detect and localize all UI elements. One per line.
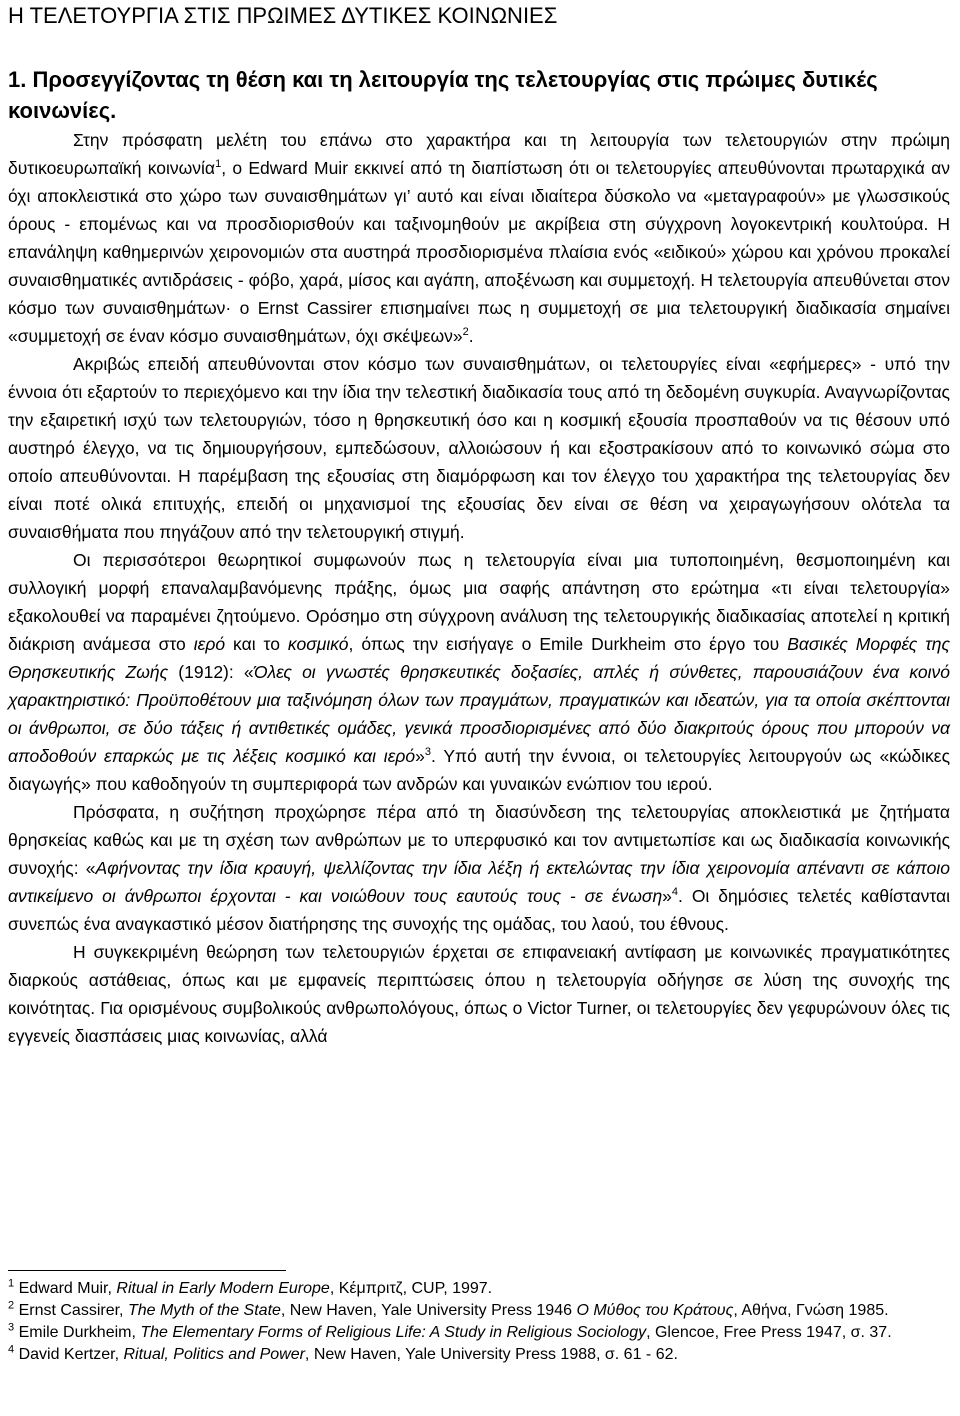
- italic-text: The Myth of the State: [127, 1302, 281, 1319]
- text-run: , Glencoe, Free Press 1947, σ. 37.: [646, 1324, 892, 1341]
- italic-text: The Elementary Forms of Religious Life: A Study in Religious Sociology: [140, 1324, 647, 1341]
- footnote-ref: 3: [8, 1321, 15, 1334]
- footnote-separator: [8, 1270, 286, 1271]
- text-run: Στην πρόσφατη μελέτη του επάνω στο χαρακτήρα και τη λειτουργία των τελετουργιών στην πρώιμη δυτικοευρωπαϊκή κοινωνία: [8, 130, 950, 178]
- footnote-ref: 1: [215, 158, 222, 171]
- paragraph: [8, 798, 950, 938]
- paragraph: [8, 350, 950, 546]
- text-run: , Αθήνα, Γνώση 1985.: [733, 1302, 889, 1319]
- italic-text: Ritual, Politics and Power: [123, 1346, 305, 1363]
- text-run: . Οι δημόσιες τελετές καθίστανται συνεπώς ένα αναγκαστικό μέσον διατήρησης της συνοχής της ομάδας, του λαού, του έθνους.: [8, 886, 950, 934]
- footnote-ref: 4: [671, 886, 679, 899]
- footnote-ref: 3: [424, 746, 432, 759]
- footnote-ref: 2: [462, 326, 469, 339]
- footnote-ref: 1: [8, 1277, 15, 1290]
- text-run: και το: [225, 634, 288, 654]
- text-run: Πρόσφατα, η συζήτηση προχώρησε πέρα από τη διασύνδεση της τελετουργίας αποκλειστικά με ζητήματα θρησκείας καθώς και με τη σχέση των ανθρώπων με το υπερφυσικό και τον αντιμετωπίσε και ως διαδικασία κοινωνικής συνοχής: «: [8, 802, 950, 878]
- text-run: , ο Edward Muir εκκινεί από τη διαπίστωση ότι οι τελετουργίες απευθύνονται πρωταρχικά αν όχι αποκλειστικά στο χώρο των συναισθημάτων γι’ αυτό και είναι ιδιαίτερα δύσκολο να «μεταγραφούν» με γλωσσικούς όρους - επομένως και να προσδιορισθούν και ταξινομηθούν με ακρίβεια στη σύγχρονη λογοκεντρική κουλτούρα. Η επανάληψη καθημερινών χειρονομιών στα αυστηρά προσδιορισμένα πλαίσια ενός «ειδικού» χώρου και χρόνου προκαλεί συναισθηματικές αντιδράσεις - φόβο, χαρά, μίσος και αγάπη, αποξένωση και συμμετοχή. Η τελετουργία απευθύνεται στον κόσμο των συναισθημάτων· ο Ernst Cassirer επισημαίνει πως η συμμετοχή σε μια τελετουργική διαδικασία σημαίνει «συμμετοχή σε έναν κόσμο συναισθημάτων, όχι σκέψεων»: [8, 158, 951, 346]
- text-run: , όπως την εισήγαγε ο Emile Durkheim στο έργο του: [348, 634, 788, 654]
- footnote-ref: 4: [8, 1343, 15, 1356]
- text-run: .: [468, 326, 474, 346]
- italic-text: κοσμικό: [287, 634, 349, 654]
- italic-text: Ritual in Early Modern Europe: [116, 1280, 330, 1297]
- footnotes: [8, 1278, 950, 1366]
- footnote: [8, 1278, 950, 1300]
- document-title: Η ΤΕΛΕΤΟΥΡΓΙΑ ΣΤΙΣ ΠΡΩΙΜΕΣ ΔΥΤΙΚΕΣ ΚΟΙΝΩΝΙΕΣ: [8, 3, 558, 28]
- footnote: [8, 1322, 950, 1344]
- italic-text: ιερό: [193, 634, 226, 654]
- text-run: Ernst Cassirer,: [14, 1302, 128, 1319]
- text-run: , New Haven, Yale University Press 1988, σ. 61 - 62.: [304, 1346, 678, 1363]
- text-run: »: [415, 746, 425, 766]
- text-run: Οι περισσότεροι θεωρητικοί συμφωνούν πως η τελετουργία είναι μια τυποποιημένη, θεσμοποιημένη και συλλογική μορφή επαναλαμβανόμενης πράξης, όμως μια σαφής απάντηση στο ερώτημα «τι είναι τελετουργία» εξακολουθεί να παραμένει ζητούμενο. Ορόσημο στη σύγχρονη ανάλυση της τελετουργικής διαδικασίας αποτελεί η κριτική διάκριση ανάμεσα στο: [8, 550, 950, 654]
- italic-text: Αφήνοντας την ίδια κραυγή, ψελλίζοντας την ίδια λέξη ή εκτελώντας την ίδια χειρονομία απέναντι σε κάποιο αντικείμενο οι άνθρωποι έρχονται - και νοιώθουν τους εαυτούς τους - σε ένωση: [8, 858, 950, 906]
- section-heading: 1. Προσεγγίζοντας τη θέση και τη λειτουργία της τελετουργίας στις πρώιμες δυτικές κοινωνίες.: [8, 67, 878, 123]
- text-run: »: [662, 886, 672, 906]
- paragraph: [8, 938, 950, 1050]
- italic-text: Βασικές Μορφές της Θρησκευτικής Ζωής: [8, 634, 950, 682]
- footnote-ref: 2: [8, 1299, 15, 1312]
- text-run: , New Haven, Yale University Press 1946: [280, 1302, 577, 1319]
- text-run: . Υπό αυτή την έννοια, οι τελετουργίες λειτουργούν ως «κώδικες διαγωγής» που καθοδηγούν τη συμπεριφορά των ανδρών και γυναικών ενώπιον του ιερού.: [8, 746, 950, 794]
- body-text: [8, 126, 950, 1050]
- text-run: David Kertzer,: [14, 1346, 124, 1363]
- italic-text: Ο Μύθος του Κράτους: [576, 1302, 734, 1319]
- text-run: Edward Muir,: [14, 1280, 117, 1297]
- paragraph: [8, 546, 950, 798]
- text-run: Emile Durkheim,: [14, 1324, 141, 1341]
- text-run: Ακριβώς επειδή απευθύνονται στον κόσμο των συναισθημάτων, οι τελετουργίες είναι «εφήμερες» - υπό την έννοια ότι εξαρτούν το περιεχόμενο και την ίδια την τελεστική διαδικασία τους από τη δεδομένη συγκυρία. Αναγνωρίζοντας την εξαιρετική ισχύ των τελετουργιών, τόσο η θρησκευτική όσο και η κοσμική εξουσία προσπαθούν να τις θέσουν υπό αυστηρό έλεγχο, να τις δημιουργήσουν, εμπεδώσουν, αλλοιώσουν ή και εξοστρακίσουν από το κοινωνικό σώμα στο οποίο απευθύνονται. Η παρέμβαση της εξουσίας στη διαμόρφωση και τον έλεγχο του χαρακτήρα της τελετουργίας δεν είναι ποτέ ολικά επιτυχής, επειδή οι μηχανισμοί της εξουσίας δεν είναι σε θέση να χειραγωγήσουν ολότελα τα συναισθήματα που πηγάζουν από την τελετουργική στιγμή.: [8, 354, 950, 542]
- text-run: Η συγκεκριμένη θεώρηση των τελετουργιών έρχεται σε επιφανειακή αντίφαση με κοινωνικές πραγματικότητες διαρκούς αστάθειας, όπως και με εμφανείς περιπτώσεις όπου η τελετουργία οδήγησε σε λύση της συνοχής της κοινότητας. Για ορισμένους συμβολικούς ανθρωπολόγους, όπως ο Victor Turner, οι τελετουργίες δεν γεφυρώνουν όλες τις εγγενείς διασπάσεις μιας κοινωνίας, αλλά: [8, 942, 950, 1046]
- footnote: [8, 1300, 950, 1322]
- italic-text: Όλες οι γνωστές θρησκευτικές δοξασίες, απλές ή σύνθετες, παρουσιάζουν ένα κοινό χαρακτηριστικό: Προϋποθέτουν μια ταξινόμηση όλων των πραγμάτων, πραγματικών και ιδεατών, για τα οποία σκέπτονται οι άνθρωποι, σε δύο τάξεις ή αντιθετικές ομάδες, γενικά προσδιορισμένες από δύο διακριτούς όρους που μπορούν να αποδοθούν επαρκώς με τις λέξεις κοσμικό και ιερό: [8, 662, 950, 766]
- text-run: (1912): «: [168, 662, 254, 682]
- paragraph: [8, 126, 950, 350]
- footnote: [8, 1344, 950, 1366]
- text-run: , Κέμπριτζ, CUP, 1997.: [329, 1280, 493, 1297]
